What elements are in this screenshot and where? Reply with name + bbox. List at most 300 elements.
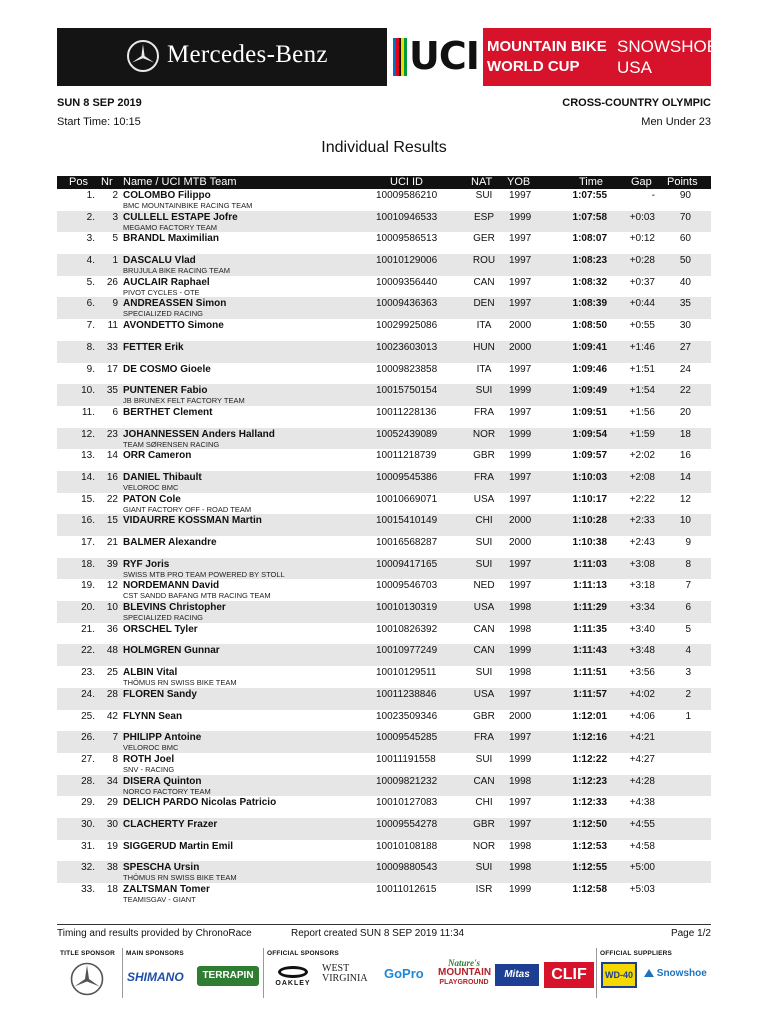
event-venue: [617, 36, 718, 78]
footer-divider: [57, 924, 711, 925]
position-cell: 29.: [81, 797, 95, 809]
bib-number-cell: 28: [106, 688, 118, 700]
position-cell: 7.: [86, 320, 95, 332]
time-cell: 1:09:51: [572, 406, 607, 418]
points-cell: 50: [679, 255, 691, 267]
table-row: [57, 666, 711, 688]
gap-cell: +0:44: [629, 298, 655, 310]
year-of-birth-cell: 1997: [509, 732, 532, 744]
points-cell: 90: [679, 190, 691, 201]
table-row: [57, 753, 711, 775]
nationality-cell: GER: [473, 233, 495, 245]
rider-name-cell: SIGGERUD Martin Emil: [123, 840, 234, 852]
time-cell: 1:12:50: [572, 818, 607, 830]
position-cell: 27.: [81, 753, 95, 765]
points-cell: 60: [679, 233, 691, 245]
rider-name-cell: PUNTENER Fabio: [123, 385, 208, 397]
time-cell: 1:10:38: [572, 537, 607, 548]
table-row: [57, 471, 711, 493]
sponsor-divider: [263, 948, 264, 998]
gopro-logo: GoPro: [384, 966, 424, 981]
year-of-birth-cell: 1998: [509, 667, 532, 679]
rider-name-cell: DELICH PARDO Nicolas Patricio: [123, 797, 277, 809]
event-name-line2: WORLD CUP: [487, 58, 580, 75]
time-cell: 1:10:28: [572, 515, 607, 527]
nationality-cell: ESP: [473, 211, 494, 223]
points-cell: 12: [679, 493, 691, 505]
timing-credit: Timing and results provided by ChronoRace: [57, 928, 252, 939]
uci-id-cell: 10023509346: [376, 710, 438, 722]
position-cell: 26.: [81, 732, 95, 744]
rider-name-cell: ZALTSMAN Tomer: [123, 884, 210, 895]
time-cell: 1:12:22: [572, 753, 607, 765]
bib-number-cell: 38: [106, 862, 118, 874]
year-of-birth-cell: 1997: [509, 818, 532, 830]
col-pos: Pos: [69, 176, 88, 188]
team-name-cell: THÖMUS RN SWISS BIKE TEAM: [123, 678, 237, 688]
time-cell: 1:08:50: [572, 320, 607, 332]
page-title: Individual Results: [321, 139, 447, 156]
uci-id-cell: 10009356440: [376, 276, 438, 288]
nationality-cell: ROU: [472, 255, 496, 267]
uci-id-cell: 10009586513: [376, 233, 438, 245]
col-name: Name / UCI MTB Team: [123, 176, 237, 188]
shimano-logo: SHIMANO: [127, 970, 184, 984]
col-uci-id: UCI ID: [390, 176, 423, 188]
rider-name-cell: FETTER Erik: [123, 341, 184, 353]
time-cell: 1:11:43: [573, 645, 607, 657]
uci-id-cell: 10011238846: [376, 688, 437, 700]
points-cell: 5: [685, 623, 691, 635]
uci-id-cell: 10011218739: [376, 450, 437, 462]
snowshoe-logo: [644, 968, 707, 979]
time-cell: 1:11:57: [573, 688, 607, 700]
points-cell: 35: [679, 298, 691, 310]
year-of-birth-cell: 1999: [509, 645, 532, 657]
gap-cell: +2:08: [629, 471, 655, 483]
uci-id-cell: 10011228136: [376, 406, 437, 418]
table-row: [57, 558, 711, 580]
table-row: [57, 710, 711, 732]
uci-id-cell: 10009554278: [376, 818, 438, 830]
time-cell: 1:11:51: [573, 667, 607, 679]
mountain-text: MOUNTAIN: [438, 967, 492, 978]
points-cell: 2: [685, 688, 691, 700]
uci-id-cell: 10009821232: [376, 775, 438, 787]
uci-id-cell: 10009545386: [376, 471, 438, 483]
rider-name-cell: FLYNN Sean: [123, 710, 183, 722]
time-cell: 1:12:16: [572, 732, 607, 744]
bib-number-cell: 34: [106, 775, 118, 787]
oakley-ellipse-icon: [278, 966, 308, 978]
nationality-cell: CAN: [473, 276, 495, 288]
gap-cell: +3:56: [629, 667, 655, 679]
year-of-birth-cell: 1999: [509, 884, 532, 895]
time-cell: 1:12:55: [572, 862, 607, 874]
rider-name-cell: JOHANNESSEN Anders Halland: [123, 428, 275, 440]
venue-line1: SNOWSHOE: [617, 37, 719, 56]
points-cell: 10: [679, 515, 691, 527]
time-cell: 1:08:39: [572, 298, 607, 310]
position-cell: 13.: [81, 450, 95, 462]
gap-cell: +4:02: [629, 688, 655, 700]
year-of-birth-cell: 1998: [509, 623, 532, 635]
gap-cell: +1:56: [629, 406, 655, 418]
official-suppliers-caption: OFFICIAL SUPPLIERS: [600, 950, 673, 957]
time-cell: 1:10:17: [572, 493, 607, 505]
team-name-cell: VELOROC BMC: [123, 482, 179, 492]
points-cell: 70: [679, 211, 691, 223]
uci-id-cell: 10015410149: [376, 515, 438, 527]
gap-cell: +4:38: [629, 797, 655, 809]
rider-name-cell: CULLELL ESTAPE Jofre: [123, 211, 238, 223]
nationality-cell: GBR: [473, 450, 495, 462]
rider-name-cell: FLOREN Sandy: [123, 688, 197, 700]
points-cell: 30: [679, 320, 691, 332]
nationality-cell: ISR: [475, 884, 493, 895]
points-cell: 24: [679, 363, 691, 375]
rider-name-cell: DANIEL Thibault: [123, 471, 202, 483]
position-cell: 4.: [86, 255, 95, 267]
uci-rainbow-stripes: [393, 38, 407, 76]
table-row: [57, 363, 711, 385]
mercedes-star-icon: [127, 40, 159, 72]
nationality-cell: SUI: [475, 667, 493, 679]
year-of-birth-cell: 2000: [509, 537, 532, 548]
time-cell: 1:09:54: [572, 428, 607, 440]
gap-cell: +1:59: [629, 428, 655, 440]
table-row: [57, 644, 711, 666]
position-cell: 24.: [81, 688, 95, 700]
team-name-cell: NORCO FACTORY TEAM: [123, 786, 211, 796]
mountain-icon: [644, 969, 654, 977]
uci-id-cell: 10010669071: [376, 493, 438, 505]
bib-number-cell: 29: [106, 797, 118, 809]
clif-logo: CLIF: [544, 962, 594, 988]
gap-cell: +4:28: [629, 775, 655, 787]
nationality-cell: SUI: [475, 558, 493, 570]
team-name-cell: PIVOT CYCLES - OTE: [123, 287, 200, 297]
position-cell: 1.: [86, 190, 95, 201]
bib-number-cell: 8: [112, 753, 118, 765]
rider-name-cell: DASCALU Vlad: [123, 255, 196, 267]
team-name-cell: BRUJULA BIKE RACING TEAM: [123, 266, 230, 276]
gap-cell: +4:06: [629, 710, 655, 722]
nationality-cell: SUI: [475, 753, 493, 765]
start-time: Start Time: 10:15: [57, 116, 141, 128]
col-nr: Nr: [101, 176, 113, 188]
team-name-cell: THÖMUS RN SWISS BIKE TEAM: [123, 873, 237, 883]
main-sponsors-caption: MAIN SPONSORS: [126, 950, 184, 957]
uci-id-cell: 10023603013: [376, 341, 438, 353]
position-cell: 32.: [81, 862, 95, 874]
uci-id-cell: 10010977249: [376, 645, 438, 657]
nationality-cell: FRA: [474, 406, 494, 418]
table-row: [57, 319, 711, 341]
table-row: [57, 579, 711, 601]
discipline: CROSS-COUNTRY OLYMPIC: [562, 97, 711, 109]
time-cell: 1:08:32: [572, 276, 607, 288]
position-cell: 17.: [81, 537, 95, 548]
nationality-cell: CAN: [473, 645, 495, 657]
year-of-birth-cell: 2000: [509, 515, 532, 527]
time-cell: 1:09:41: [572, 341, 607, 353]
position-cell: 9.: [86, 363, 95, 375]
bib-number-cell: 15: [106, 515, 118, 527]
gap-cell: +5:03: [629, 884, 655, 895]
position-cell: 12.: [81, 428, 95, 440]
time-cell: 1:11:29: [573, 602, 607, 614]
gap-cell: +4:21: [629, 732, 655, 744]
nationality-cell: CHI: [475, 515, 493, 527]
rider-name-cell: PATON Cole: [123, 493, 181, 505]
uci-id-cell: 10010127083: [376, 797, 438, 809]
gap-cell: +0:55: [629, 320, 655, 332]
points-cell: 40: [679, 276, 691, 288]
rider-name-cell: BRANDL Maximilian: [123, 233, 219, 245]
position-cell: 21.: [81, 623, 95, 635]
nationality-cell: DEN: [473, 298, 495, 310]
points-cell: 6: [685, 602, 691, 614]
bib-number-cell: 14: [106, 450, 118, 462]
title-sponsor-wordmark: Mercedes-Benz: [167, 41, 328, 68]
time-cell: 1:09:46: [572, 363, 607, 375]
table-row: [57, 341, 711, 363]
uci-id-cell: 10010946533: [376, 211, 438, 223]
bib-number-cell: 21: [106, 537, 118, 548]
uci-id-cell: 10009880543: [376, 862, 438, 874]
uci-id-cell: 10015750154: [376, 385, 438, 397]
rider-name-cell: AVONDETTO Simone: [123, 320, 224, 332]
position-cell: 6.: [86, 298, 95, 310]
event-name: [487, 37, 607, 77]
team-name-cell: SWISS MTB PRO TEAM POWERED BY STOLL: [123, 569, 285, 579]
uci-id-cell: 10029925086: [376, 320, 438, 332]
position-cell: 25.: [81, 710, 95, 722]
points-cell: 9: [685, 537, 691, 548]
points-cell: 4: [685, 645, 691, 657]
table-row: [57, 601, 711, 623]
year-of-birth-cell: 1999: [509, 753, 532, 765]
table-row: [57, 818, 711, 840]
uci-id-cell: 10010129006: [376, 255, 438, 267]
team-name-cell: SPECIALIZED RACING: [123, 613, 204, 623]
col-gap: Gap: [631, 176, 652, 188]
gap-cell: +3:34: [629, 602, 655, 614]
rider-name-cell: CLACHERTY Frazer: [123, 818, 218, 830]
gap-cell: +3:18: [629, 580, 655, 592]
mitas-logo: Mitas: [495, 964, 539, 986]
uci-id-cell: 10009823858: [376, 363, 438, 375]
year-of-birth-cell: 1999: [509, 428, 532, 440]
uci-id-cell: 10009545285: [376, 732, 438, 744]
snowshoe-wordmark: Snowshoe: [656, 968, 707, 979]
nationality-cell: FRA: [474, 471, 494, 483]
year-of-birth-cell: 1998: [509, 775, 532, 787]
table-row: [57, 276, 711, 298]
year-of-birth-cell: 1999: [509, 450, 532, 462]
gap-cell: +4:55: [629, 818, 655, 830]
race-info-right: [562, 97, 711, 128]
position-cell: 19.: [81, 580, 95, 592]
rider-name-cell: NORDEMANN David: [123, 580, 220, 592]
position-cell: 3.: [86, 233, 95, 245]
rider-name-cell: AUCLAIR Raphael: [123, 276, 210, 288]
year-of-birth-cell: 1997: [509, 580, 532, 592]
position-cell: 5.: [86, 276, 95, 288]
table-row: [57, 211, 711, 233]
nationality-cell: ITA: [476, 320, 492, 332]
uci-logo: [387, 28, 483, 86]
position-cell: 22.: [81, 645, 95, 657]
category: Men Under 23: [641, 116, 711, 128]
nationality-cell: USA: [473, 493, 495, 505]
rider-name-cell: RYF Joris: [123, 558, 170, 570]
nationality-cell: NOR: [472, 840, 496, 852]
nationality-cell: SUI: [475, 190, 493, 201]
time-cell: 1:07:55: [572, 190, 607, 201]
time-cell: 1:11:35: [573, 623, 607, 635]
position-cell: 33.: [81, 884, 95, 895]
table-row: [57, 623, 711, 645]
gap-cell: +2:02: [629, 450, 655, 462]
points-cell: 22: [679, 385, 691, 397]
gap-cell: +4:58: [629, 840, 655, 852]
time-cell: 1:08:23: [572, 255, 607, 267]
year-of-birth-cell: 1997: [509, 797, 532, 809]
year-of-birth-cell: 1997: [509, 558, 532, 570]
year-of-birth-cell: 1997: [509, 276, 532, 288]
bib-number-cell: 33: [106, 341, 118, 353]
time-cell: 1:07:58: [572, 211, 607, 223]
year-of-birth-cell: 1997: [509, 298, 532, 310]
table-row: [57, 189, 711, 211]
col-nat: NAT: [471, 176, 493, 188]
table-row: [57, 796, 711, 818]
gap-cell: +3:48: [629, 645, 655, 657]
position-cell: 8.: [86, 341, 95, 353]
wv-line1: WEST: [322, 963, 350, 974]
gap-cell: +3:40: [629, 623, 655, 635]
nationality-cell: CAN: [473, 623, 495, 635]
time-cell: 1:11:03: [573, 558, 607, 570]
playground-text: PLAYGROUND: [439, 979, 489, 986]
points-cell: 3: [685, 667, 691, 679]
points-cell: 8: [685, 558, 691, 570]
results-table-body: [57, 189, 711, 905]
gap-cell: +0:37: [629, 276, 655, 288]
time-cell: 1:12:01: [572, 710, 607, 722]
event-name-line1: MOUNTAIN BIKE: [487, 38, 607, 55]
team-name-cell: TEAMISGAV - GIANT: [123, 895, 196, 904]
gap-cell: -: [651, 190, 655, 201]
team-name-cell: SPECIALIZED RACING: [123, 309, 204, 319]
year-of-birth-cell: 1997: [509, 493, 532, 505]
table-row: [57, 775, 711, 797]
bib-number-cell: 42: [106, 710, 118, 722]
event-banner: [57, 28, 719, 86]
position-cell: 2.: [86, 211, 95, 223]
rider-name-cell: ORR Cameron: [123, 450, 192, 462]
gap-cell: +0:28: [629, 255, 655, 267]
uci-id-cell: 10010826392: [376, 623, 438, 635]
bib-number-cell: 1: [112, 255, 118, 267]
time-cell: 1:09:49: [572, 385, 607, 397]
table-row: [57, 384, 711, 406]
west-virginia-logo: [322, 964, 368, 984]
uci-id-cell: 10009546703: [376, 580, 438, 592]
bib-number-cell: 30: [106, 818, 118, 830]
time-cell: 1:08:07: [572, 233, 607, 245]
gap-cell: +2:43: [629, 537, 655, 548]
time-cell: 1:12:23: [572, 775, 607, 787]
wd40-logo: WD-40: [601, 962, 637, 988]
uci-id-cell: 10009436363: [376, 298, 438, 310]
gap-cell: +2:33: [629, 515, 655, 527]
points-cell: 1: [685, 710, 691, 722]
col-time: Time: [579, 176, 604, 188]
bib-number-cell: 18: [106, 884, 118, 895]
uci-wordmark: UCI: [409, 34, 479, 78]
position-cell: 18.: [81, 558, 95, 570]
year-of-birth-cell: 1998: [509, 862, 532, 874]
bib-number-cell: 16: [106, 471, 118, 483]
rider-name-cell: VIDAURRE KOSSMAN Martin: [123, 515, 262, 527]
gap-cell: +4:27: [629, 753, 655, 765]
nationality-cell: NOR: [472, 428, 496, 440]
mercedes-star-icon: [70, 962, 104, 996]
bib-number-cell: 25: [106, 667, 118, 679]
rider-name-cell: BALMER Alexandre: [123, 537, 217, 548]
team-name-cell: JB BRUNEX FELT FACTORY TEAM: [123, 396, 245, 406]
uci-id-cell: 10010129511: [376, 667, 437, 679]
year-of-birth-cell: 1999: [509, 211, 532, 223]
rider-name-cell: BLEVINS Christopher: [123, 602, 226, 614]
rider-name-cell: HOLMGREN Gunnar: [123, 645, 220, 657]
table-row: [57, 254, 711, 276]
rider-name-cell: ROTH Joel: [123, 753, 175, 765]
wv-line2: VIRGINIA: [322, 973, 368, 984]
bib-number-cell: 12: [106, 580, 118, 592]
table-row: [57, 232, 711, 254]
bib-number-cell: 17: [106, 363, 118, 375]
nationality-cell: SUI: [475, 862, 493, 874]
nationality-cell: FRA: [474, 732, 494, 744]
position-cell: 14.: [81, 471, 95, 483]
race-date: SUN 8 SEP 2019: [57, 97, 142, 109]
rider-name-cell: ANDREASSEN Simon: [123, 298, 227, 310]
position-cell: 11.: [81, 406, 95, 418]
title-sponsor-caption: TITLE SPONSOR: [60, 950, 115, 957]
table-row: [57, 514, 711, 536]
table-row: [57, 428, 711, 450]
terrapin-logo: TERRAPIN: [197, 966, 259, 986]
sponsor-divider: [596, 948, 597, 998]
table-row: [57, 883, 711, 905]
bib-number-cell: 11: [107, 320, 118, 332]
gap-cell: +3:08: [629, 558, 655, 570]
rider-name-cell: DISERA Quinton: [123, 775, 202, 787]
natures-text: Nature's: [447, 958, 480, 968]
rider-name-cell: PHILIPP Antoine: [123, 732, 202, 744]
uci-id-cell: 10011191558: [376, 753, 436, 765]
nationality-cell: CAN: [473, 775, 495, 787]
uci-id-cell: 10016568287: [376, 537, 438, 548]
time-cell: 1:12:58: [572, 884, 607, 895]
uci-id-cell: 10010130319: [376, 602, 438, 614]
bib-number-cell: 39: [106, 558, 118, 570]
nationality-cell: SUI: [475, 537, 493, 548]
